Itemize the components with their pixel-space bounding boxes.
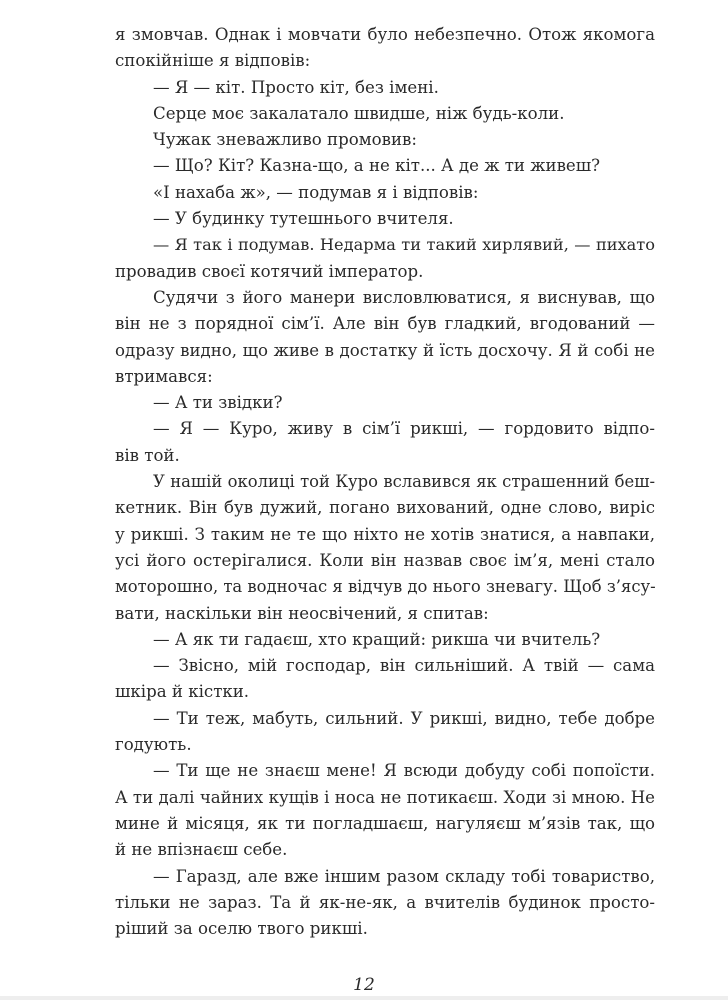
text-line: одразу видно, що живе в достатку й їсть досхочу. Я й собі не <box>115 340 655 360</box>
text-line: Серце моє закалатало швидше, ніж будь-коли. <box>153 103 565 123</box>
text-line: вів той. <box>115 445 180 465</box>
body-text <box>115 22 655 942</box>
text-line: — А ти звідки? <box>153 393 283 413</box>
text-line: — Ти ще не знаєш мене! Я всюди добуду собі попоїсти. <box>153 761 655 781</box>
text-line: шкіра й кістки. <box>115 682 250 702</box>
text-line: — Я — кіт. Просто кіт, без імені. <box>153 77 439 97</box>
text-line: — Я — Куро, живу в сім’ї рикші, — гордовито відпо- <box>153 419 655 439</box>
text-line: тільки не зараз. Та й як-не-як, а вчителів будинок просто- <box>115 892 655 912</box>
text-line: вати, наскільки він неосвічений, я спитав: <box>115 603 489 623</box>
page-number: 12 <box>353 975 375 995</box>
page-bottom-edge <box>0 996 728 1000</box>
text-line: — У будинку тутешнього вчителя. <box>153 209 454 229</box>
text-line: — Ти теж, мабуть, сильний. У рикші, видно, тебе добре <box>153 708 655 728</box>
text-line: провадив своєї котячий імператор. <box>115 261 424 281</box>
text-line: моторошно, та водночас я відчув до нього зневагу. Щоб з’ясу- <box>115 577 656 597</box>
text-line: кетник. Він був дужий, погано вихований, одне слово, виріс <box>115 498 655 518</box>
text-line: втримався: <box>115 366 213 386</box>
text-line: спокійніше я відповів: <box>115 51 311 71</box>
text-line: годують. <box>115 735 192 755</box>
text-line: «І нахаба ж», — подумав я і відповів: <box>153 182 479 202</box>
text-line: усі його остерігалися. Коли він назвав своє ім’я, мені стало <box>115 550 655 570</box>
text-line: й не впізнаєш себе. <box>115 840 288 860</box>
text-line: мине й місяця, як ти погладшаєш, нагуляєш м’язів так, що <box>115 813 655 833</box>
text-line: — Що? Кіт? Казна-що, а не кіт... А де ж ти живеш? <box>153 156 601 176</box>
text-line: А ти далі чайних кущів і носа не потикаєш. Ходи зі мною. Не <box>115 787 655 807</box>
text-line: — Я так і подумав. Недарма ти такий хирлявий, — пихато <box>153 235 655 255</box>
text-line: — Звісно, мій господар, він сильніший. А твій — сама <box>153 656 655 676</box>
text-line: — А як ти гадаєш, хто кращий: рикша чи вчитель? <box>153 629 601 649</box>
text-line: він не з порядної сім’ї. Але він був гладкий, вгодований — <box>115 314 655 334</box>
text-line: у рикші. З таким не те що ніхто не хотів знатися, а навпаки, <box>115 524 655 544</box>
text-line: ріший за оселю твого рикші. <box>115 919 368 939</box>
text-line: Судячи з його манери висловлюватися, я виснував, що <box>153 287 655 307</box>
text-line: я змовчав. Однак і мовчати було небезпечно. Отож якомога <box>115 25 655 44</box>
text-line: Чужак зневажливо промовив: <box>153 130 417 150</box>
text-line: У нашій околиці той Куро вславився як страшенний бeш- <box>153 472 655 492</box>
text-line: — Гаразд, але вже іншим разом складу тобі товариство, <box>153 866 655 886</box>
